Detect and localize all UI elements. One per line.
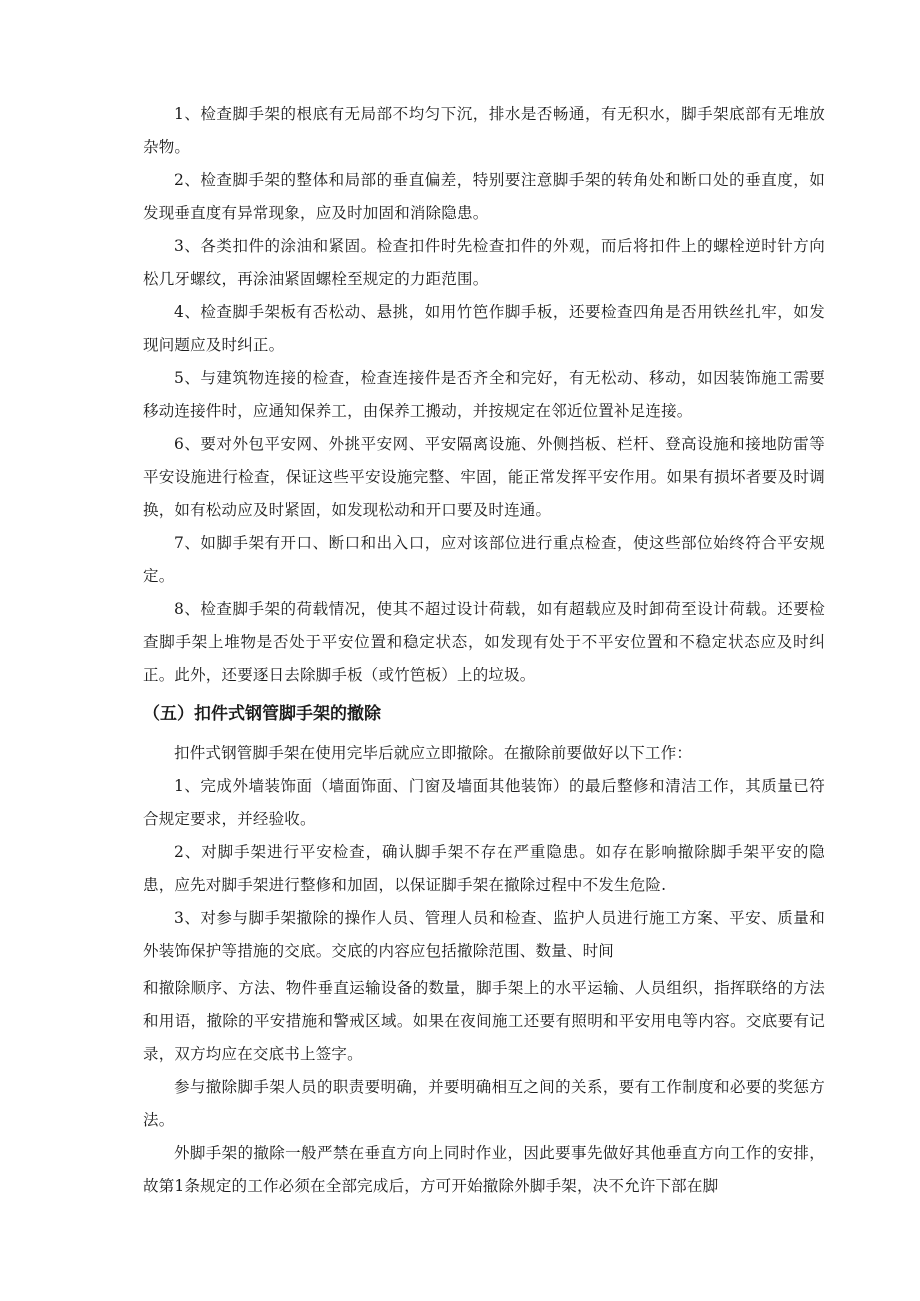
dismantle-item-3: 3、对参与脚手架撤除的操作人员、管理人员和检查、监护人员进行施工方案、平安、质量和外装饰保护等措施的交底。交底的内容应包括撤除范围、数量、时间 [143,909,825,960]
dismantle-intro: 扣件式钢管脚手架在使用完毕后就应立即撤除。在撤除前要做好以下工作： [174,744,693,762]
dismantle-item-3-continued: 和撤除顺序、方法、物件垂直运输设备的数量，脚手架上的水平运输、人员组织，指挥联络的方法和用语，撤除的平安措施和警戒区域。如果在夜间施工还要有照明和平安用电等内容。交底要有记录，双方均应在交底书上签字。 [143,979,825,1063]
inspection-item-7: 7、如脚手架有开口、断口和出入口，应对该部位进行重点检查，使这些部位始终符合平安规定。 [143,534,825,585]
section-heading: （五）扣件式钢管脚手架的撤除 [143,704,381,724]
inspection-item-5: 5、与建筑物连接的检查，检查连接件是否齐全和完好，有无松动、移动，如因装饰施工需要移动连接件时，应通知保养工，由保养工搬动，并按规定在邻近位置补足连接。 [143,369,825,420]
dismantle-item-2: 2、对脚手架进行平安检查，确认脚手架不存在严重隐患。如存在影响撤除脚手架平安的隐患，应先对脚手架进行整修和加固，以保证脚手架在撤除过程中不发生危险. [143,843,825,894]
inspection-item-3: 3、各类扣件的涂油和紧固。检查扣件时先检查扣件的外观，而后将扣件上的螺栓逆时针方向松几牙螺纹，再涂油紧固螺栓至规定的力距范围。 [143,237,825,288]
inspection-item-1: 1、检查脚手架的根底有无局部不均匀下沉，排水是否畅通，有无积水，脚手架底部有无堆放杂物。 [143,105,825,156]
inspection-item-8: 8、检查脚手架的荷载情况，使其不超过设计荷载，如有超载应及时卸荷至设计荷载。还要检查脚手架上堆物是否处于平安位置和稳定状态，如发现有处于不平安位置和不稳定状态应及时纠正。此外，还要逐日去除脚手板（或竹笆板）上的垃圾。 [143,600,825,684]
inspection-item-2: 2、检查脚手架的整体和局部的垂直偏差，特别要注意脚手架的转角处和断口处的垂直度，如发现垂直度有异常现象，应及时加固和消除隐患。 [143,171,825,222]
inspection-item-6: 6、要对外包平安网、外挑平安网、平安隔离设施、外侧挡板、栏杆、登高设施和接地防雷等平安设施进行检查，保证这些平安设施完整、牢固，能正常发挥平安作用。如果有损坏者要及时调换，如有松动应及时紧固，如发现松动和开口要及时连通。 [143,435,825,519]
personnel-duties: 参与撤除脚手架人员的职责要明确，并要明确相互之间的关系，要有工作制度和必要的奖惩方法。 [143,1078,825,1129]
dismantle-item-1: 1、完成外墙装饰面（墙面饰面、门窗及墙面其他装饰）的最后整修和清洁工作，其质量已符合规定要求，并经验收。 [143,777,825,828]
inspection-item-4: 4、检查脚手架板有否松动、悬挑，如用竹笆作脚手板，还要检查四角是否用铁丝扎牢，如发现问题应及时纠正。 [143,303,825,354]
vertical-work-rule: 外脚手架的撤除一般严禁在垂直方向上同时作业，因此要事先做好其他垂直方向工作的安排，故第1条规定的工作必须在全部完成后，方可开始撤除外脚手架，决不允许下部在脚 [143,1144,825,1195]
